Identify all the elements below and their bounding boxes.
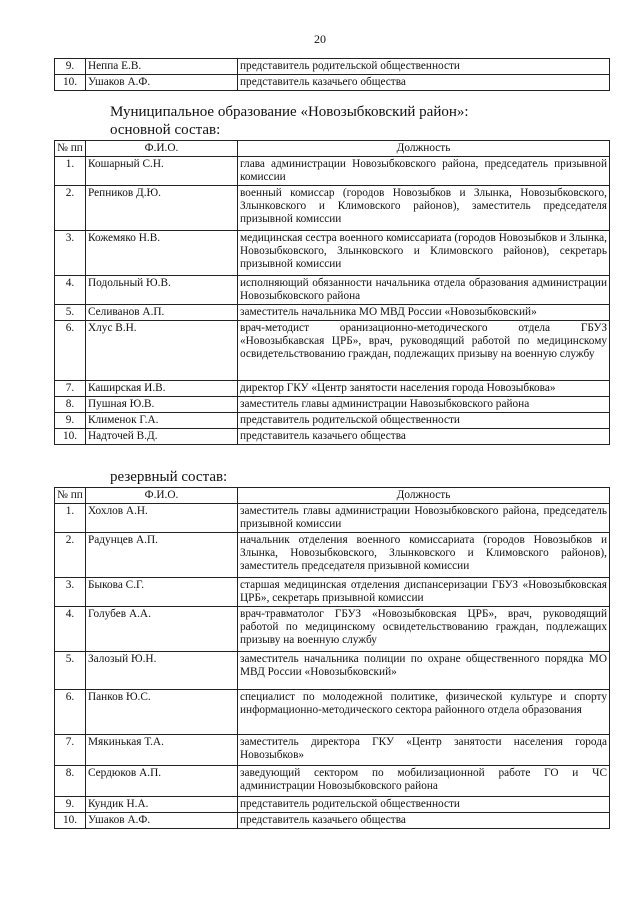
- reserve-composition-table: [54, 487, 610, 829]
- person-position: врач-методист оранизационно-методического отдела ГБУЗ «Новозыбкавская ЦРБ», врач, руководящий работой по медицинскому освидетельствованию граждан, подлежащих призыву на военную службу: [238, 321, 610, 381]
- person-name: Надточей В.Д.: [86, 429, 238, 445]
- page-number: 20: [314, 32, 326, 46]
- row-number: 10.: [55, 429, 86, 445]
- person-position: директор ГКУ «Центр занятости населения города Новозыбкова»: [238, 381, 610, 397]
- person-name: Голубев А.А.: [86, 607, 238, 652]
- row-number: 7.: [55, 735, 86, 766]
- person-name: Ушаков А.Ф.: [86, 813, 238, 829]
- table-row: [55, 533, 610, 578]
- table-row: [55, 607, 610, 652]
- table-row: [55, 813, 610, 829]
- person-name: Подольный Ю.В.: [86, 276, 238, 305]
- person-name: Панков Ю.С.: [86, 690, 238, 735]
- person-name: Залозый Ю.Н.: [86, 652, 238, 690]
- person-name: Каширская И.В.: [86, 381, 238, 397]
- person-name: Хлус В.Н.: [86, 321, 238, 381]
- row-number: 8.: [55, 397, 86, 413]
- table-row: [55, 321, 610, 381]
- column-header-position: Должность: [238, 488, 610, 504]
- table-row: [55, 735, 610, 766]
- table-row: [55, 578, 610, 607]
- person-position: старшая медицинская отделения диспансеризации ГБУЗ «Новозыбковская ЦРБ», секретарь призывной комиссии: [238, 578, 610, 607]
- person-position: врач-травматолог ГБУЗ «Новозыбковская ЦРБ», врач, руководящий работой по медицинскому освидетельствованию граждан, подлежащих призыву на военную службу: [238, 607, 610, 652]
- person-position: заместитель директора ГКУ «Центр занятости населения города Новозыбков»: [238, 735, 610, 766]
- table-header-row: [55, 488, 610, 504]
- table-row: [55, 413, 610, 429]
- row-number: 9.: [55, 797, 86, 813]
- row-number: 8.: [55, 766, 86, 797]
- person-position: исполняющий обязанности начальника отдела образования администрации Новозыбковского района: [238, 276, 610, 305]
- person-position: представитель родительской общественности: [238, 797, 610, 813]
- main-composition-table: [54, 140, 610, 445]
- person-name: Мякинькая Т.А.: [86, 735, 238, 766]
- table-row: [55, 75, 610, 91]
- row-number: 3.: [55, 578, 86, 607]
- section-title: Муниципальное образование «Новозыбковский район»:: [110, 104, 469, 120]
- person-name: Пушная Ю.В.: [86, 397, 238, 413]
- row-number: 9.: [55, 59, 86, 75]
- table-row: [55, 429, 610, 445]
- row-number: 6.: [55, 690, 86, 735]
- table-row: [55, 276, 610, 305]
- person-position: представитель родительской общественности: [238, 413, 610, 429]
- column-header-position: Должность: [238, 141, 610, 157]
- row-number: 10.: [55, 75, 86, 91]
- person-name: Неппа Е.В.: [86, 59, 238, 75]
- person-position: заместитель главы администрации Новозыбковского района, председатель призывной комиссии: [238, 504, 610, 533]
- table-row: [55, 690, 610, 735]
- person-name: Хохлов А.Н.: [86, 504, 238, 533]
- person-position: представитель казачьего общества: [238, 75, 610, 91]
- row-number: 6.: [55, 321, 86, 381]
- column-header-name: Ф.И.О.: [86, 141, 238, 157]
- row-number: 10.: [55, 813, 86, 829]
- row-number: 3.: [55, 231, 86, 276]
- person-name: Селиванов А.П.: [86, 305, 238, 321]
- person-name: Кожемяко Н.В.: [86, 231, 238, 276]
- column-header-name: Ф.И.О.: [86, 488, 238, 504]
- row-number: 2.: [55, 186, 86, 231]
- person-position: представитель казачьего общества: [238, 429, 610, 445]
- row-number: 9.: [55, 413, 86, 429]
- table-row: [55, 766, 610, 797]
- table-row: [55, 59, 610, 75]
- person-name: Кундик Н.А.: [86, 797, 238, 813]
- person-position: начальник отделения военного комиссариата (городов Новозыбков и Злынка, Новозыбковского, Злынковского и Климовского районов), заместитель председателя призывной комиссии: [238, 533, 610, 578]
- row-number: 2.: [55, 533, 86, 578]
- column-header-number: № пп: [55, 141, 86, 157]
- table-row: [55, 231, 610, 276]
- row-number: 7.: [55, 381, 86, 397]
- person-position: глава администрации Новозыбковского района, председатель призывной комиссии: [238, 157, 610, 186]
- row-number: 4.: [55, 607, 86, 652]
- person-position: заместитель главы администрации Навозыбковского района: [238, 397, 610, 413]
- table-row: [55, 504, 610, 533]
- row-number: 1.: [55, 157, 86, 186]
- table-row: [55, 305, 610, 321]
- person-name: Кошарный С.Н.: [86, 157, 238, 186]
- person-position: представитель родительской общественности: [238, 59, 610, 75]
- person-name: Быкова С.Г.: [86, 578, 238, 607]
- person-position: военный комиссар (городов Новозыбков и Злынка, Новозыбковского, Злынковского и Климовского районов), заместитель председателя призывной комиссии: [238, 186, 610, 231]
- person-name: Клименок Г.А.: [86, 413, 238, 429]
- row-number: 1.: [55, 504, 86, 533]
- continuation-table: [54, 58, 610, 91]
- person-name: Сердюков А.П.: [86, 766, 238, 797]
- person-name: Радунцев А.П.: [86, 533, 238, 578]
- table-row: [55, 797, 610, 813]
- table-row: [55, 397, 610, 413]
- row-number: 5.: [55, 652, 86, 690]
- person-position: заместитель начальника полиции по охране общественного порядка МО МВД России «Новозыбковский»: [238, 652, 610, 690]
- table-row: [55, 157, 610, 186]
- table-header-row: [55, 141, 610, 157]
- person-name: Ушаков А.Ф.: [86, 75, 238, 91]
- person-position: заместитель начальника МО МВД России «Новозыбковский»: [238, 305, 610, 321]
- person-name: Репников Д.Ю.: [86, 186, 238, 231]
- person-position: специалист по молодежной политике, физической культуре и спорту информационно-методического сектора районного отдела образования: [238, 690, 610, 735]
- table-row: [55, 652, 610, 690]
- column-header-number: № пп: [55, 488, 86, 504]
- main-composition-title: основной состав:: [110, 122, 221, 138]
- table-row: [55, 186, 610, 231]
- person-position: медицинская сестра военного комиссариата (городов Новозыбков и Злынка, Новозыбковского, Злынковского и Климовского районов), секретарь призывной комиссии: [238, 231, 610, 276]
- person-position: представитель казачьего общества: [238, 813, 610, 829]
- person-position: заведующий сектором по мобилизационной работе ГО и ЧС администрации Новозыбковского района: [238, 766, 610, 797]
- table-row: [55, 381, 610, 397]
- row-number: 4.: [55, 276, 86, 305]
- row-number: 5.: [55, 305, 86, 321]
- reserve-composition-title: резервный состав:: [110, 469, 228, 485]
